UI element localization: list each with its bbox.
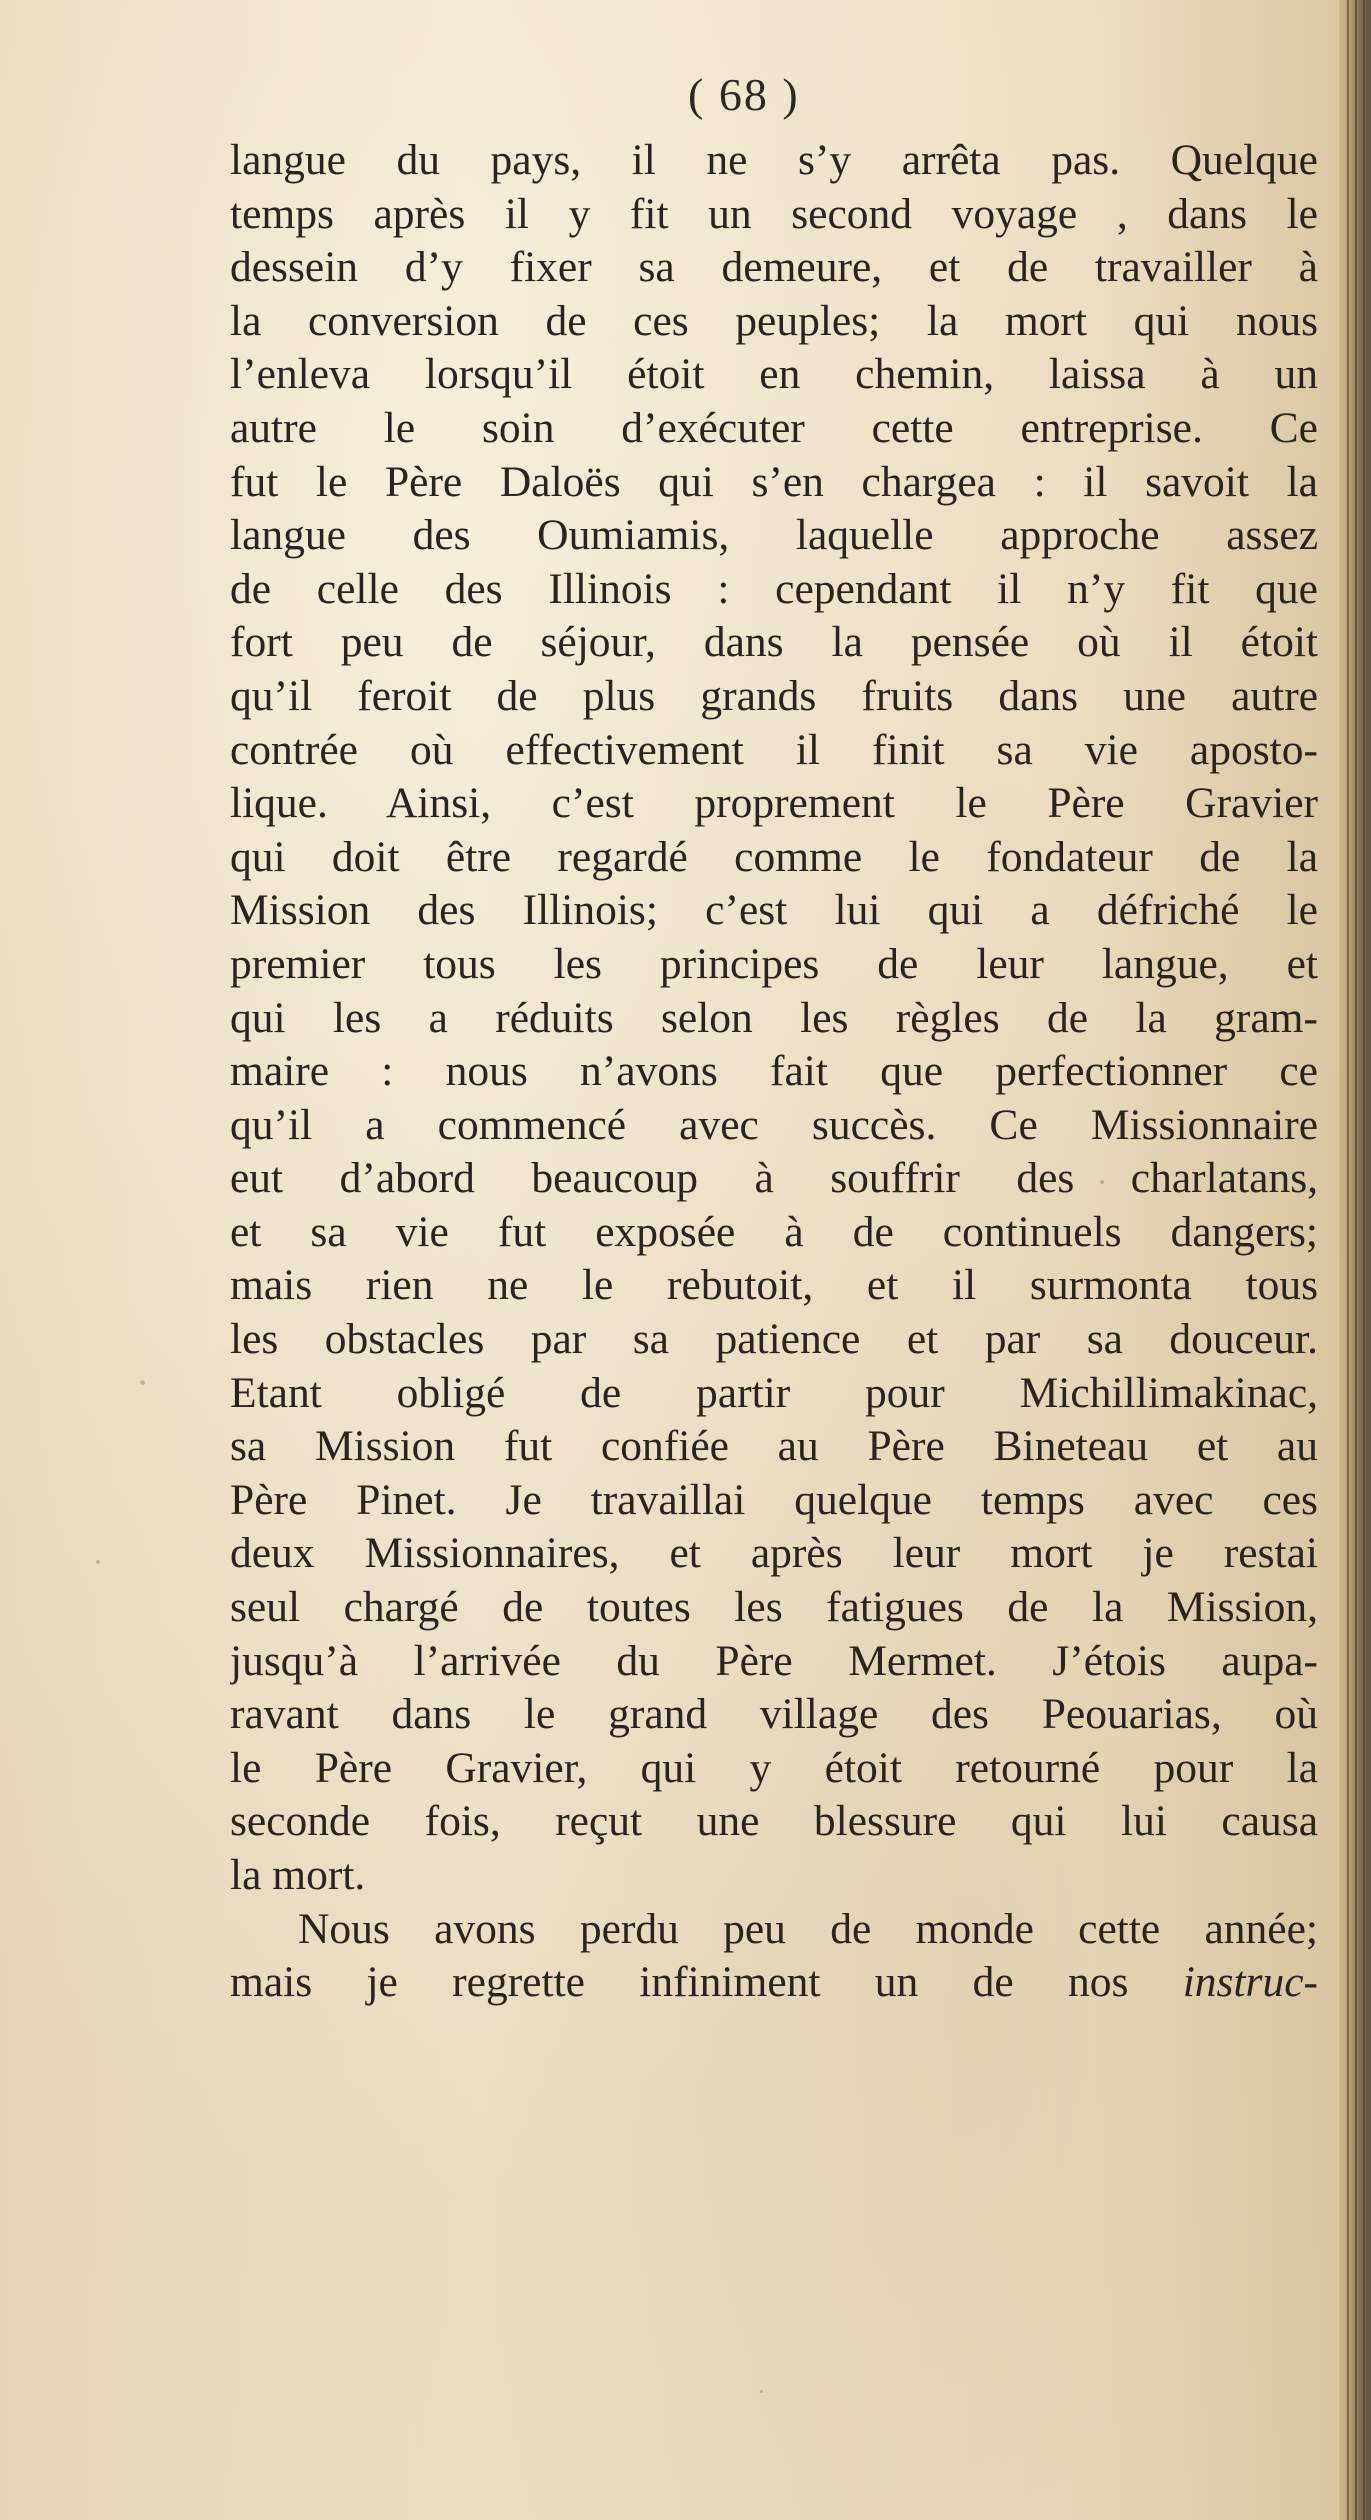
text-line: contrée où effectivement il finit sa vie aposto-: [230, 725, 1318, 774]
text-line: langue du pays, il ne s’y arrêta pas. Quelque: [230, 136, 1318, 184]
paper-speck: [96, 1560, 100, 1564]
text-line: lique. Ainsi, c’est proprement le Père Gravier: [230, 779, 1318, 828]
italic-catchword: instruc-: [1182, 1958, 1318, 2007]
paper-speck: [760, 2390, 763, 2393]
body-text: [230, 134, 1318, 2010]
text-line: dessein d’y fixer sa demeure, et de travailler à: [230, 243, 1318, 292]
paper-speck: [140, 1380, 145, 1385]
text-line: l’enleva lorsqu’il étoit en chemin, laissa à un: [230, 350, 1318, 399]
text-line: seul chargé de toutes les fatigues de la Mission,: [230, 1583, 1318, 1632]
text-line: la conversion de ces peuples; la mort qui nous: [230, 296, 1318, 345]
text-line: et sa vie fut exposée à de continuels dangers;: [230, 1207, 1318, 1256]
text-line: autre le soin d’exécuter cette entreprise. Ce: [230, 403, 1318, 452]
text-line: deux Missionnaires, et après leur mort je restai: [230, 1529, 1318, 1578]
binding-line: [1347, 0, 1349, 2520]
text-line: qu’il a commencé avec succès. Ce Missionnaire: [230, 1100, 1318, 1149]
binding-line: [1355, 0, 1357, 2520]
text-line: temps après il y fit un second voyage , dans le: [230, 189, 1318, 238]
text-line: jusqu’à l’arrivée du Père Mermet. J’étois aupa-: [230, 1636, 1318, 1685]
text-line: qui les a réduits selon les règles de la gram-: [230, 993, 1318, 1042]
final-text-line: [230, 1956, 1318, 2010]
final-line-text: mais je regrette infiniment un de nos: [230, 1958, 1129, 2007]
text-line: fut le Père Daloës qui s’en chargea : il savoit la: [230, 457, 1318, 506]
text-line: le Père Gravier, qui y étoit retourné pour la: [230, 1743, 1318, 1792]
text-line: Père Pinet. Je travaillai quelque temps avec ces: [230, 1475, 1318, 1524]
binding-line: [1363, 0, 1365, 2520]
text-line: fort peu de séjour, dans la pensée où il étoit: [230, 618, 1318, 667]
text-line: mais rien ne le rebutoit, et il surmonta tous: [230, 1261, 1318, 1310]
text-line: Etant obligé de partir pour Michillimakinac,: [230, 1368, 1318, 1417]
text-line: eut d’abord beaucoup à souffrir des charlatans,: [230, 1154, 1318, 1203]
text-line: Mission des Illinois; c’est lui qui a défriché le: [230, 886, 1318, 935]
page-number: ( 68 ): [688, 69, 800, 120]
book-binding-edge: [1339, 0, 1371, 2520]
text-line: premier tous les principes de leur langue, et: [230, 939, 1318, 988]
text-line: de celle des Illinois : cependant il n’y fit que: [230, 564, 1318, 613]
text-line: maire : nous n’avons fait que perfectionner ce: [230, 1047, 1318, 1096]
text-line: qui doit être regardé comme le fondateur de la: [230, 832, 1318, 881]
paragraph-end-line: la mort.: [230, 1851, 366, 1899]
text-line: seconde fois, reçut une blessure qui lui causa: [230, 1797, 1318, 1846]
text-line: langue des Oumiamis, laquelle approche assez: [230, 511, 1318, 560]
text-line: sa Mission fut confiée au Père Bineteau et au: [230, 1422, 1318, 1471]
paragraph-start-line: Nous avons perdu peu de monde cette année;: [298, 1904, 1318, 1953]
text-line: ravant dans le grand village des Peouarias, où: [230, 1690, 1318, 1739]
text-line: qu’il feroit de plus grands fruits dans une autre: [230, 671, 1318, 720]
text-line: les obstacles par sa patience et par sa douceur.: [230, 1315, 1318, 1364]
